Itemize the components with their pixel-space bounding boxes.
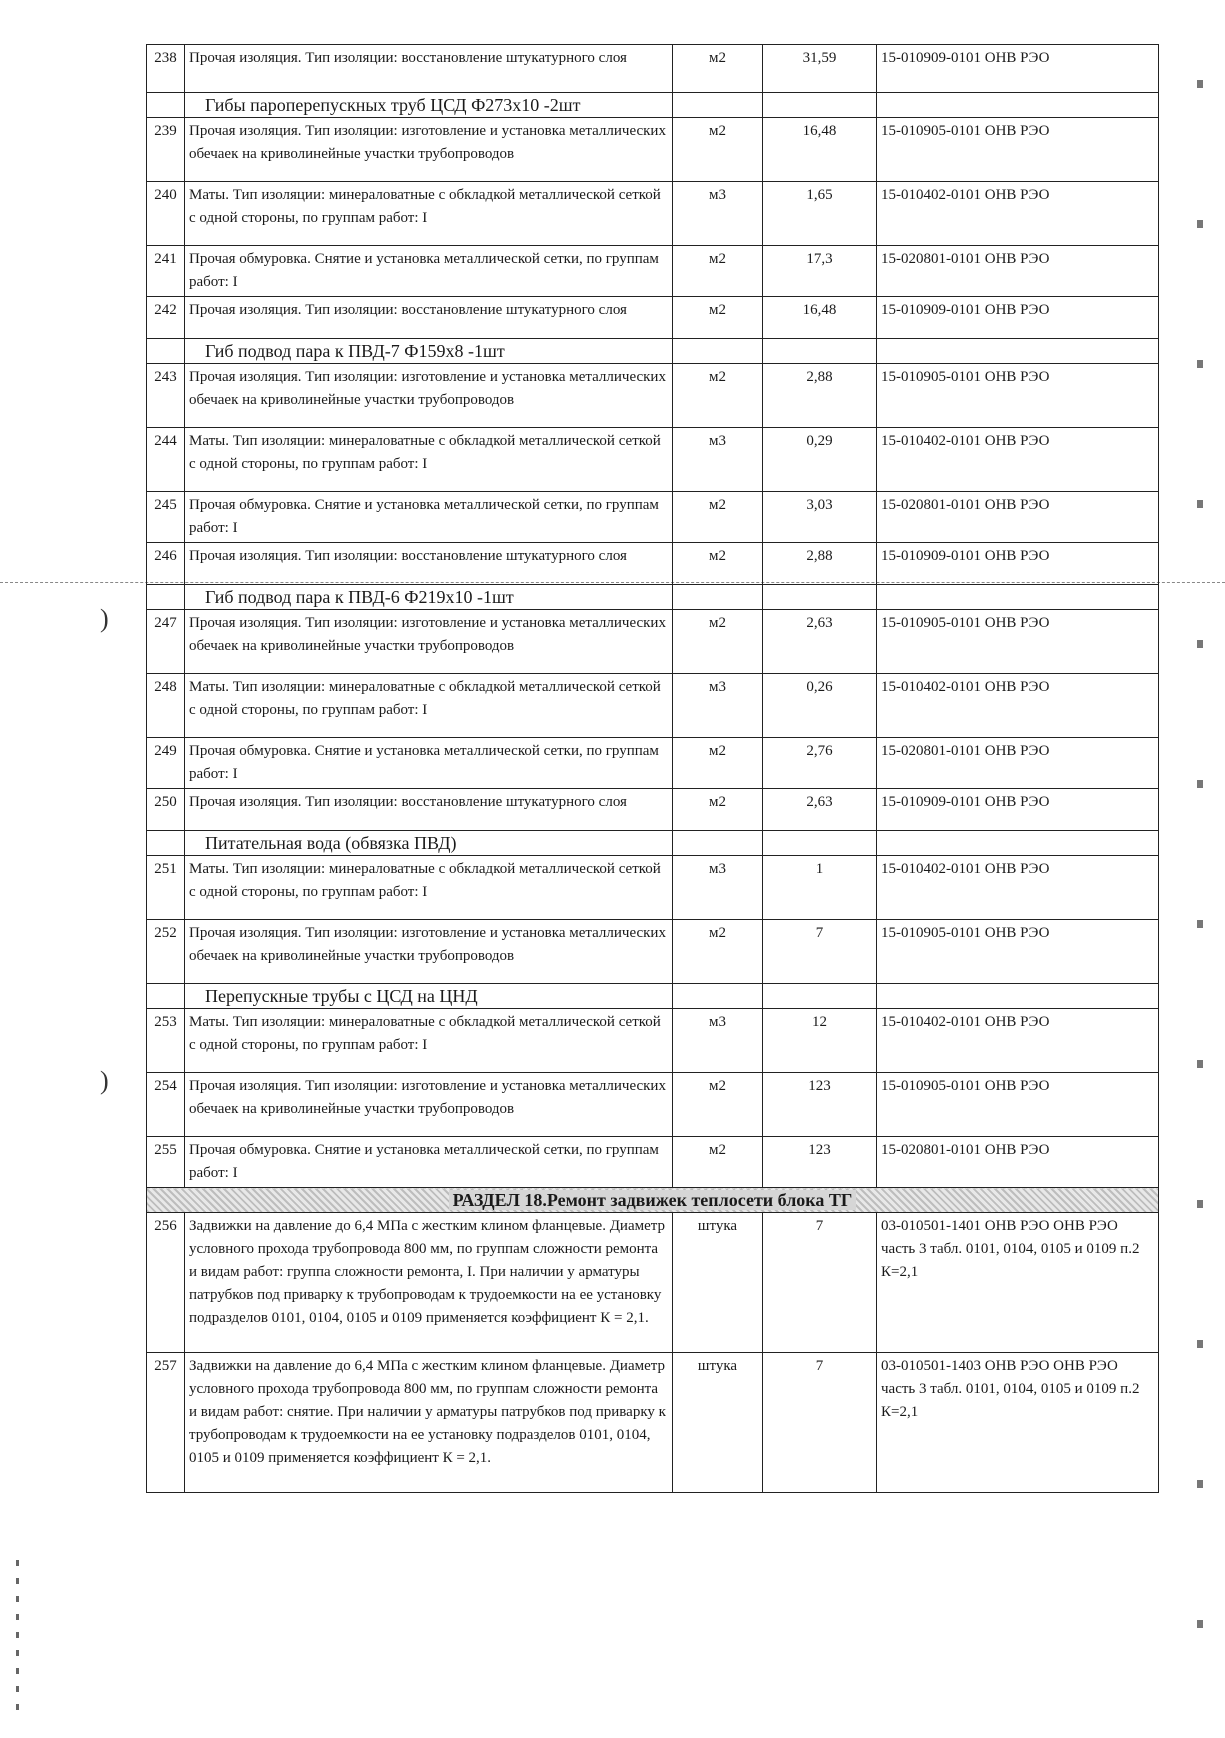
row-number: 256 <box>147 1213 185 1353</box>
row-unit: штука <box>673 1213 763 1353</box>
empty-cell <box>763 93 877 118</box>
row-description: Маты. Тип изоляции: минераловатные с обкладкой металлической сеткой с одной стороны, по группам работ: I <box>185 856 673 920</box>
row-number: 254 <box>147 1073 185 1137</box>
row-quantity: 2,88 <box>763 543 877 585</box>
row-number: 249 <box>147 738 185 789</box>
row-number: 240 <box>147 182 185 246</box>
table-row <box>147 1353 1159 1493</box>
row-quantity: 123 <box>763 1137 877 1188</box>
table-row <box>147 738 1159 789</box>
row-number: 239 <box>147 118 185 182</box>
margin-mark: ) <box>100 604 109 633</box>
scan-edge-marks <box>1197 20 1203 1720</box>
table-row <box>147 1213 1159 1353</box>
row-number: 251 <box>147 856 185 920</box>
row-reference: 15-010402-0101 ОНВ РЭО <box>877 856 1159 920</box>
row-reference: 15-010905-0101 ОНВ РЭО <box>877 920 1159 984</box>
row-reference: 15-020801-0101 ОНВ РЭО <box>877 738 1159 789</box>
group-header-row <box>147 339 1159 364</box>
row-quantity: 17,3 <box>763 246 877 297</box>
empty-cell <box>763 585 877 610</box>
row-quantity: 12 <box>763 1009 877 1073</box>
group-title: Гибы пароперепускных труб ЦСД Ф273х10 -2шт <box>185 93 673 118</box>
empty-cell <box>877 93 1159 118</box>
table-row <box>147 674 1159 738</box>
table-row <box>147 789 1159 831</box>
row-description: Маты. Тип изоляции: минераловатные с обкладкой металлической сеткой с одной стороны, по группам работ: I <box>185 1009 673 1073</box>
empty-cell <box>877 831 1159 856</box>
row-number: 250 <box>147 789 185 831</box>
empty-cell <box>877 339 1159 364</box>
empty-cell <box>877 585 1159 610</box>
table-row <box>147 543 1159 585</box>
row-description: Прочая изоляция. Тип изоляции: восстановление штукатурного слоя <box>185 543 673 585</box>
empty-cell <box>673 339 763 364</box>
table-row <box>147 856 1159 920</box>
row-unit: м2 <box>673 364 763 428</box>
row-quantity: 7 <box>763 1213 877 1353</box>
row-number: 242 <box>147 297 185 339</box>
row-quantity: 7 <box>763 920 877 984</box>
row-quantity: 1,65 <box>763 182 877 246</box>
group-header-row <box>147 585 1159 610</box>
group-title: Гиб подвод пара к ПВД-6 Ф219х10 -1шт <box>185 585 673 610</box>
row-reference: 15-010905-0101 ОНВ РЭО <box>877 364 1159 428</box>
group-header-row <box>147 93 1159 118</box>
table-row <box>147 428 1159 492</box>
row-description: Прочая изоляция. Тип изоляции: изготовление и установка металлических обечаек на криволинейные участки трубопроводов <box>185 1073 673 1137</box>
table-row <box>147 1009 1159 1073</box>
row-description: Задвижки на давление до 6,4 МПа с жестким клином фланцевые. Диаметр условного прохода трубопровода 800 мм, по группам сложности ремонта и видам работ: группа сложности ремонта, I. При наличии у арматуры патрубков под приварку к трубопроводам к трудоемкости на ее установку подразделов 0101, 0104, 0105 и 0109 применяется коэффициент К = 2,1. <box>185 1213 673 1353</box>
table-row <box>147 492 1159 543</box>
row-reference: 15-010402-0101 ОНВ РЭО <box>877 182 1159 246</box>
table-row <box>147 118 1159 182</box>
group-title: Питательная вода (обвязка ПВД) <box>185 831 673 856</box>
row-reference: 15-010909-0101 ОНВ РЭО <box>877 297 1159 339</box>
row-description: Прочая изоляция. Тип изоляции: изготовление и установка металлических обечаек на криволинейные участки трубопроводов <box>185 364 673 428</box>
row-unit: м3 <box>673 856 763 920</box>
group-title: Гиб подвод пара к ПВД-7 Ф159х8 -1шт <box>185 339 673 364</box>
row-unit: м2 <box>673 246 763 297</box>
row-number: 238 <box>147 45 185 93</box>
row-quantity: 2,88 <box>763 364 877 428</box>
row-description: Маты. Тип изоляции: минераловатные с обкладкой металлической сеткой с одной стороны, по группам работ: I <box>185 674 673 738</box>
row-description: Маты. Тип изоляции: минераловатные с обкладкой металлической сеткой с одной стороны, по группам работ: I <box>185 182 673 246</box>
row-unit: м2 <box>673 297 763 339</box>
row-quantity: 2,76 <box>763 738 877 789</box>
row-number: 248 <box>147 674 185 738</box>
row-unit: м2 <box>673 543 763 585</box>
row-reference: 15-010402-0101 ОНВ РЭО <box>877 674 1159 738</box>
row-description: Прочая обмуровка. Снятие и установка металлической сетки, по группам работ: I <box>185 246 673 297</box>
row-unit: м2 <box>673 492 763 543</box>
row-number: 252 <box>147 920 185 984</box>
row-number: 255 <box>147 1137 185 1188</box>
row-unit: м2 <box>673 789 763 831</box>
table-row <box>147 920 1159 984</box>
row-quantity: 31,59 <box>763 45 877 93</box>
estimate-table-body <box>147 45 1159 1493</box>
row-reference: 15-020801-0101 ОНВ РЭО <box>877 1137 1159 1188</box>
empty-cell <box>673 831 763 856</box>
row-number: 245 <box>147 492 185 543</box>
row-reference: 15-020801-0101 ОНВ РЭО <box>877 246 1159 297</box>
empty-cell <box>673 585 763 610</box>
row-unit: м3 <box>673 1009 763 1073</box>
row-reference: 15-010905-0101 ОНВ РЭО <box>877 118 1159 182</box>
empty-cell <box>877 984 1159 1009</box>
row-reference: 03-010501-1401 ОНВ РЭО ОНВ РЭО часть 3 табл. 0101, 0104, 0105 и 0109 п.2 К=2,1 <box>877 1213 1159 1353</box>
section-title: РАЗДЕЛ 18.Ремонт задвижек теплосети блока ТГ <box>449 1190 857 1210</box>
row-quantity: 16,48 <box>763 118 877 182</box>
row-unit: м2 <box>673 1137 763 1188</box>
row-description: Прочая изоляция. Тип изоляции: восстановление штукатурного слоя <box>185 45 673 93</box>
table-row <box>147 610 1159 674</box>
empty-cell <box>673 984 763 1009</box>
row-reference: 15-010909-0101 ОНВ РЭО <box>877 789 1159 831</box>
row-number: 247 <box>147 610 185 674</box>
group-title: Перепускные трубы с ЦСД на ЦНД <box>185 984 673 1009</box>
row-quantity: 3,03 <box>763 492 877 543</box>
empty-cell <box>147 339 185 364</box>
row-unit: м2 <box>673 1073 763 1137</box>
row-quantity: 16,48 <box>763 297 877 339</box>
section-header-row <box>147 1188 1159 1213</box>
row-number: 243 <box>147 364 185 428</box>
row-description: Прочая изоляция. Тип изоляции: изготовление и установка металлических обечаек на криволинейные участки трубопроводов <box>185 920 673 984</box>
row-description: Прочая обмуровка. Снятие и установка металлической сетки, по группам работ: I <box>185 1137 673 1188</box>
table-row <box>147 364 1159 428</box>
scan-edge-marks-left <box>16 1560 19 1720</box>
empty-cell <box>147 585 185 610</box>
row-unit: м2 <box>673 738 763 789</box>
table-row <box>147 182 1159 246</box>
row-quantity: 2,63 <box>763 610 877 674</box>
row-unit: м3 <box>673 182 763 246</box>
row-description: Прочая изоляция. Тип изоляции: изготовление и установка металлических обечаек на криволинейные участки трубопроводов <box>185 118 673 182</box>
row-number: 246 <box>147 543 185 585</box>
row-description: Задвижки на давление до 6,4 МПа с жестким клином фланцевые. Диаметр условного прохода трубопровода 800 мм, по группам сложности ремонта и видам работ: снятие. При наличии у арматуры патрубков под приварку к трубопроводам к трудоемкости на ее установку подразделов 0101, 0104, 0105 и 0109 применяется коэффициент К = 2,1. <box>185 1353 673 1493</box>
table-row <box>147 297 1159 339</box>
table-row <box>147 246 1159 297</box>
row-number: 253 <box>147 1009 185 1073</box>
table-row <box>147 1073 1159 1137</box>
row-unit: штука <box>673 1353 763 1493</box>
row-reference: 15-020801-0101 ОНВ РЭО <box>877 492 1159 543</box>
row-description: Маты. Тип изоляции: минераловатные с обкладкой металлической сеткой с одной стороны, по группам работ: I <box>185 428 673 492</box>
row-reference: 15-010905-0101 ОНВ РЭО <box>877 610 1159 674</box>
row-quantity: 0,26 <box>763 674 877 738</box>
empty-cell <box>147 831 185 856</box>
row-reference: 03-010501-1403 ОНВ РЭО ОНВ РЭО часть 3 табл. 0101, 0104, 0105 и 0109 п.2 К=2,1 <box>877 1353 1159 1493</box>
row-description: Прочая обмуровка. Снятие и установка металлической сетки, по группам работ: I <box>185 492 673 543</box>
row-number: 244 <box>147 428 185 492</box>
row-description: Прочая изоляция. Тип изоляции: изготовление и установка металлических обечаек на криволинейные участки трубопроводов <box>185 610 673 674</box>
group-header-row <box>147 831 1159 856</box>
row-number: 241 <box>147 246 185 297</box>
empty-cell <box>673 93 763 118</box>
group-header-row <box>147 984 1159 1009</box>
row-reference: 15-010402-0101 ОНВ РЭО <box>877 428 1159 492</box>
row-reference: 15-010402-0101 ОНВ РЭО <box>877 1009 1159 1073</box>
row-number: 257 <box>147 1353 185 1493</box>
table-row <box>147 45 1159 93</box>
row-unit: м2 <box>673 45 763 93</box>
empty-cell <box>147 984 185 1009</box>
empty-cell <box>763 984 877 1009</box>
row-quantity: 0,29 <box>763 428 877 492</box>
row-quantity: 1 <box>763 856 877 920</box>
row-reference: 15-010909-0101 ОНВ РЭО <box>877 543 1159 585</box>
row-unit: м2 <box>673 920 763 984</box>
row-unit: м3 <box>673 674 763 738</box>
estimate-table <box>146 44 1159 1493</box>
row-reference: 15-010905-0101 ОНВ РЭО <box>877 1073 1159 1137</box>
empty-cell <box>763 339 877 364</box>
section-cell <box>147 1188 1159 1213</box>
row-unit: м3 <box>673 428 763 492</box>
row-quantity: 123 <box>763 1073 877 1137</box>
row-quantity: 7 <box>763 1353 877 1493</box>
row-quantity: 2,63 <box>763 789 877 831</box>
row-description: Прочая изоляция. Тип изоляции: восстановление штукатурного слоя <box>185 297 673 339</box>
row-reference: 15-010909-0101 ОНВ РЭО <box>877 45 1159 93</box>
row-unit: м2 <box>673 610 763 674</box>
margin-mark: ) <box>100 1066 109 1095</box>
row-description: Прочая обмуровка. Снятие и установка металлической сетки, по группам работ: I <box>185 738 673 789</box>
empty-cell <box>763 831 877 856</box>
row-description: Прочая изоляция. Тип изоляции: восстановление штукатурного слоя <box>185 789 673 831</box>
row-unit: м2 <box>673 118 763 182</box>
empty-cell <box>147 93 185 118</box>
table-row <box>147 1137 1159 1188</box>
